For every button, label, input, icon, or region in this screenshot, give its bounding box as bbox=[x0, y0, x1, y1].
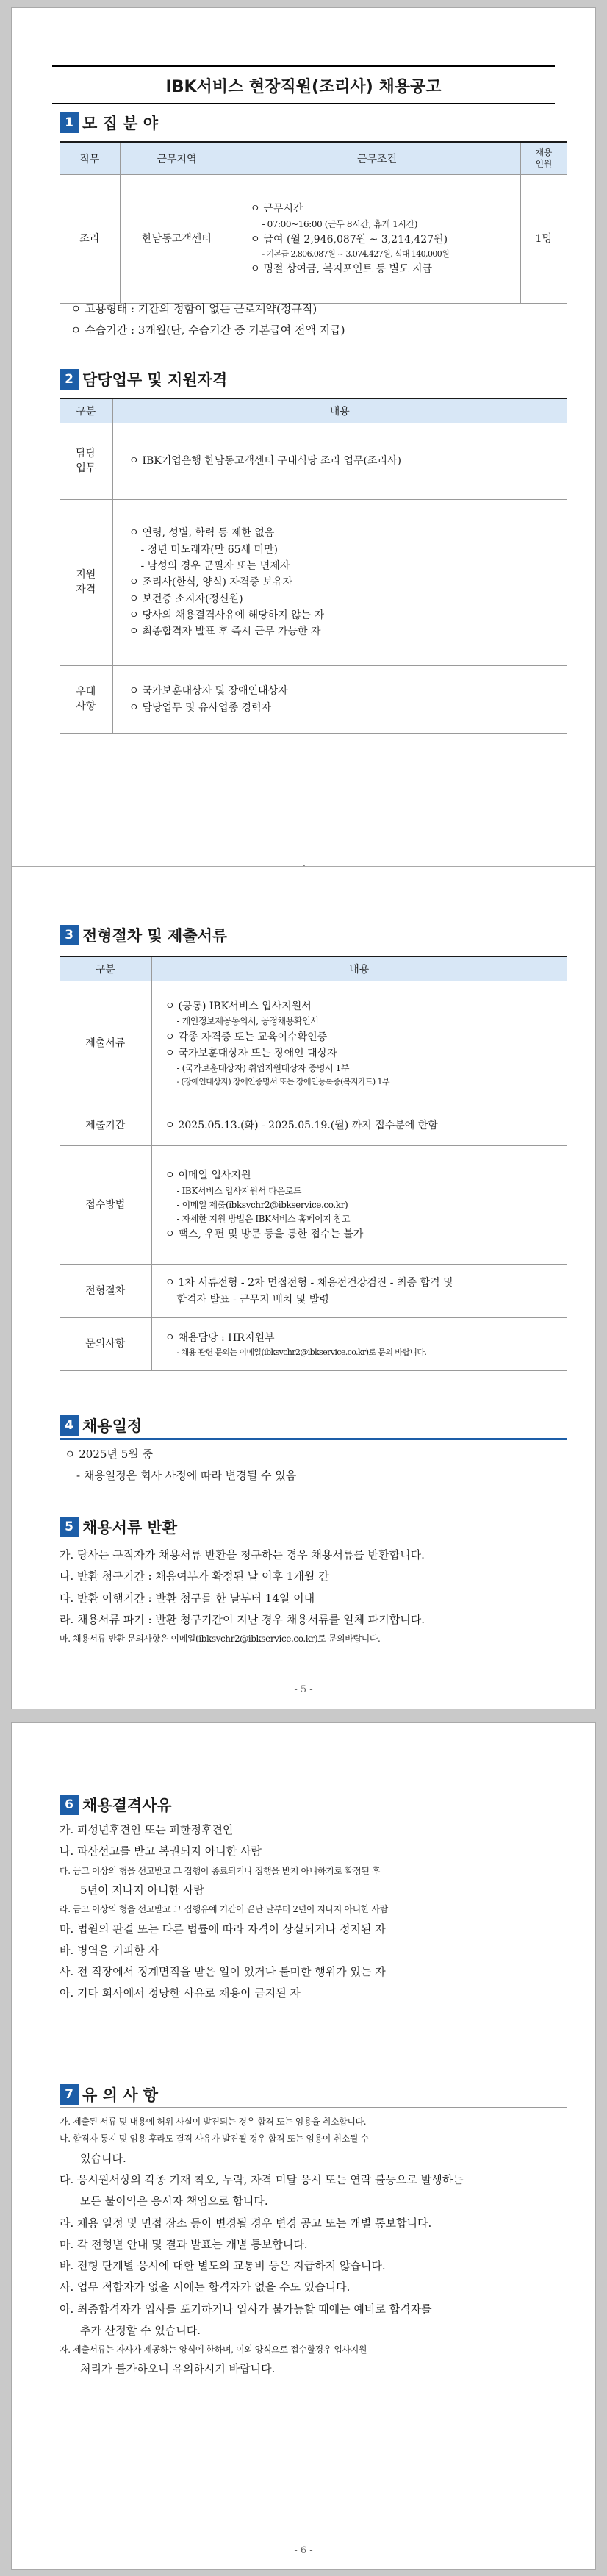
cell-method bbox=[151, 1146, 567, 1265]
disqual-item: 나. 파산선고를 받고 복권되지 아니한 사람 bbox=[60, 1845, 262, 1858]
section-title: 채용결격사유 bbox=[82, 1797, 172, 1814]
section-process-documents bbox=[60, 924, 227, 946]
doc-item: - 개인정보제공동의서, 공정채용확인서 bbox=[176, 1016, 319, 1027]
disqual-item: 다. 금고 이상의 형을 선고받고 그 집행이 종료되거나 집행을 받지 아니하기로 확정된 후 bbox=[60, 1865, 381, 1876]
caution-item: 라. 채용 일정 및 면접 장소 등이 변경될 경우 변경 공고 또는 개별 통보합니다. bbox=[60, 2216, 432, 2230]
header-count: 채용 인원 bbox=[520, 142, 567, 175]
qual-item: ㅇ 보건증 소지자(정신원) bbox=[129, 593, 243, 605]
caution-item: 처리가 불가하오니 유의하시기 바랍니다. bbox=[80, 2362, 276, 2376]
disqual-item: 바. 병역을 기피한 자 bbox=[60, 1943, 159, 1957]
label-period: 제출기간 bbox=[60, 1106, 151, 1146]
contact-email-line: - 채용 관련 문의는 이메일(ibksvchr2@ibkservice.co.kr)로 문의 바랍니다. bbox=[176, 1347, 427, 1357]
doc-item: ㅇ (공통) IBK서비스 입사지원서 bbox=[165, 1000, 312, 1012]
cell-duty: ㅇ IBK기업은행 한남동고객센터 구내식당 조리 업무(조리사) bbox=[112, 423, 567, 500]
method-item: - IBK서비스 입사지원서 다운로드 bbox=[176, 1185, 302, 1196]
cell-preference bbox=[112, 666, 567, 734]
return-item: 라. 채용서류 파기 : 반환 청구기간이 지난 경우 채용서류를 일체 파기합니다. bbox=[60, 1612, 425, 1626]
disqual-item: 라. 금고 이상의 형을 선고받고 그 집행유예 기간이 끝난 날부터 2년이 지나지 아니한 사람 bbox=[60, 1904, 388, 1915]
caution-list bbox=[60, 2114, 574, 2380]
label-method: 접수방법 bbox=[60, 1146, 151, 1265]
section-title: 전형절차 및 제출서류 bbox=[82, 927, 228, 945]
pref-item: ㅇ 국가보훈대상자 및 장애인대상자 bbox=[129, 685, 288, 698]
steps-line: 합격자 발표 - 근무지 배치 및 발령 bbox=[176, 1293, 329, 1306]
section-schedule bbox=[60, 1414, 142, 1437]
cell-location: 한남동고객센터 bbox=[120, 175, 234, 304]
disqual-item: 사. 전 직장에서 징계면직을 받은 일이 있거나 불미한 행위가 있는 자 bbox=[60, 1965, 386, 1979]
label-qualification: 지원 자격 bbox=[60, 500, 112, 666]
section-recruit-field bbox=[60, 112, 158, 134]
cell-steps bbox=[151, 1265, 567, 1318]
page-5 bbox=[11, 866, 596, 1709]
cond-benefits: ㅇ 명절 상여금, 복지포인트 등 별도 지급 bbox=[250, 262, 433, 275]
section-document-return bbox=[60, 1516, 177, 1538]
cell-conditions bbox=[234, 175, 520, 304]
return-item: 가. 당사는 구직자가 채용서류 반환을 청구하는 경우 채용서류를 반환합니다. bbox=[60, 1548, 425, 1561]
caution-item: 바. 전형 단계별 응시에 대한 별도의 교통비 등은 지급하지 않습니다. bbox=[60, 2259, 386, 2273]
disqual-item: 아. 기타 회사에서 정당한 사유로 채용이 금지된 자 bbox=[60, 1986, 301, 2000]
schedule-item: - 채용일정은 회사 사정에 따라 변경될 수 있음 bbox=[76, 1468, 297, 1482]
section-number: 1 bbox=[60, 112, 79, 133]
label-contact: 문의사항 bbox=[60, 1318, 151, 1371]
doc-item: ㅇ 국가보훈대상자 또는 장애인 대상자 bbox=[165, 1047, 337, 1059]
disqualification-list bbox=[60, 1820, 574, 2005]
doc-item: - (장애인대상자) 장애인증명서 또는 장애인등록증(복지카드) 1부 bbox=[176, 1077, 389, 1087]
caution-item: 아. 최종합격자가 입사를 포기하거나 입사가 불가능할 때에는 예비로 합격자를 bbox=[60, 2302, 432, 2316]
qual-item: - 남성의 경우 군필자 또는 면제자 bbox=[140, 559, 290, 572]
disqual-item: 5년이 지나지 아니한 사람 bbox=[80, 1883, 204, 1897]
label-documents: 제출서류 bbox=[60, 981, 151, 1106]
label-steps: 전형절차 bbox=[60, 1265, 151, 1318]
duty-table bbox=[60, 398, 567, 734]
header-category: 구분 bbox=[60, 956, 151, 981]
section-title: 채용일정 bbox=[82, 1417, 143, 1435]
caution-item: 있습니다. bbox=[80, 2151, 126, 2165]
section-title: 유 의 사 항 bbox=[82, 2086, 159, 2104]
schedule-item: ㅇ 2025년 5월 중 bbox=[65, 1448, 153, 1461]
cell-count: 1명 bbox=[520, 175, 567, 304]
header-job: 직무 bbox=[60, 142, 120, 175]
section-number: 7 bbox=[60, 2084, 79, 2105]
label-preference: 우대 사항 bbox=[60, 666, 112, 734]
method-item: - 이메일 제출(ibksvchr2@ibkservice.co.kr) bbox=[176, 1199, 348, 1210]
cond-salary-detail: - 기본급 2,806,087원 ~ 3,074,427원, 식대 140,000원 bbox=[262, 249, 450, 260]
recruit-table bbox=[60, 141, 567, 304]
section-divider bbox=[60, 2107, 567, 2108]
disqual-item: 마. 법원의 판결 또는 다른 법률에 따라 자격이 상실되거나 정지된 자 bbox=[60, 1922, 386, 1936]
page-4 bbox=[11, 7, 596, 882]
page-title: IBK서비스 현장직원(조리사) 채용공고 bbox=[52, 65, 555, 104]
disqual-item: 가. 피성년후견인 또는 피한정후견인 bbox=[60, 1823, 234, 1836]
cell-job: 조리 bbox=[60, 175, 120, 304]
return-list bbox=[60, 1545, 574, 1647]
cell-documents bbox=[151, 981, 567, 1106]
page-number: - 6 - bbox=[294, 2545, 313, 2556]
caution-item: 추가 산정할 수 있습니다. bbox=[80, 2323, 201, 2337]
pref-item: ㅇ 담당업무 및 유사업종 경력자 bbox=[129, 701, 272, 714]
section-number: 3 bbox=[60, 925, 79, 945]
header-content: 내용 bbox=[112, 398, 567, 423]
note-probation: ㅇ 수습기간 : 3개월(단, 수습기간 중 기본급여 전액 지급) bbox=[71, 323, 345, 337]
cond-hours-detail: - 07:00~16:00 (근무 8시간, 휴게 1시간) bbox=[262, 218, 418, 229]
section-title: 담당업무 및 지원자격 bbox=[82, 371, 228, 389]
doc-item: - (국가보훈대상자) 취업지원대상자 증명서 1부 bbox=[176, 1063, 350, 1074]
page-number: - 5 - bbox=[294, 1684, 313, 1695]
doc-item: ㅇ 각종 자격증 또는 교육이수확인증 bbox=[165, 1031, 328, 1043]
caution-item: 모든 불이익은 응시자 책임으로 합니다. bbox=[80, 2194, 268, 2208]
section-number: 6 bbox=[60, 1795, 79, 1815]
section-duty-qualification bbox=[60, 368, 227, 390]
qual-item: ㅇ 연령, 성별, 학력 등 제한 없음 bbox=[129, 527, 275, 540]
header-conditions: 근무조건 bbox=[234, 142, 520, 175]
section-title: 모 집 분 야 bbox=[82, 115, 159, 132]
return-item: 나. 반환 청구기간 : 채용여부가 확정된 날 이후 1개월 간 bbox=[60, 1570, 329, 1584]
caution-item: 다. 응시원서상의 각종 기재 착오, 누락, 자격 미달 응시 또는 연락 불능으로 발생하는 bbox=[60, 2173, 464, 2187]
header-content: 내용 bbox=[151, 956, 567, 981]
label-duty: 담당 업무 bbox=[60, 423, 112, 500]
qual-item: ㅇ 당사의 채용결격사유에 해당하지 않는 자 bbox=[129, 609, 325, 622]
process-table bbox=[60, 956, 567, 1371]
section-cautions bbox=[60, 2083, 158, 2105]
schedule-list bbox=[65, 1444, 296, 1486]
page-6 bbox=[11, 1722, 596, 2570]
return-item: 마. 채용서류 반환 문의사항은 이메일(ibksvchr2@ibkservice.co.kr)로 문의바랍니다. bbox=[60, 1634, 381, 1644]
qual-item: - 정년 미도래자(만 65세 미만) bbox=[140, 543, 279, 556]
method-item: ㅇ 이메일 입사지원 bbox=[165, 1170, 251, 1182]
caution-item: 사. 업무 적합자가 없을 시에는 합격자가 없을 수도 있습니다. bbox=[60, 2280, 351, 2294]
caution-item: 가. 제출된 서류 및 내용에 허위 사실이 발견되는 경우 합격 또는 임용을 취소합니다. bbox=[60, 2117, 367, 2127]
qual-item: ㅇ 최종합격자 발표 후 즉시 근무 가능한 자 bbox=[129, 626, 321, 638]
section-title: 채용서류 반환 bbox=[82, 1519, 178, 1536]
cell-period: ㅇ 2025.05.13.(화) - 2025.05.19.(월) 까지 접수분에 한함 bbox=[151, 1106, 567, 1146]
section-number: 4 bbox=[60, 1415, 79, 1436]
method-item: - 자세한 지원 방법은 IBK서비스 홈페이지 참고 bbox=[176, 1214, 351, 1225]
qual-item: ㅇ 조리사(한식, 양식) 자격증 보유자 bbox=[129, 576, 293, 589]
section-number: 2 bbox=[60, 369, 79, 390]
return-item: 다. 반환 이행기간 : 반환 청구를 한 날부터 14일 이내 bbox=[60, 1591, 315, 1605]
cond-salary: ㅇ 급여 (월 2,946,087원 ~ 3,214,427원) bbox=[250, 233, 448, 246]
header-category: 구분 bbox=[60, 398, 112, 423]
section-number: 5 bbox=[60, 1517, 79, 1537]
caution-item: 마. 각 전형별 안내 및 결과 발표는 개별 통보합니다. bbox=[60, 2237, 308, 2251]
cell-qualification bbox=[112, 500, 567, 666]
header-location: 근무지역 bbox=[120, 142, 234, 175]
section-disqualification bbox=[60, 1794, 172, 1816]
cond-hours: ㅇ 근무시간 bbox=[250, 203, 304, 215]
caution-item: 나. 합격자 통지 및 임용 후라도 결격 사유가 발견될 경우 합격 또는 임용이 취소될 수 bbox=[60, 2133, 369, 2144]
cell-contact bbox=[151, 1318, 567, 1371]
employment-notes bbox=[71, 298, 345, 340]
contact-line: ㅇ 채용담당 : HR지원부 bbox=[165, 1331, 275, 1344]
method-item: ㅇ 팩스, 우편 및 방문 등을 통한 접수는 불가 bbox=[165, 1228, 364, 1241]
section-divider bbox=[60, 1438, 567, 1440]
note-employment-type: ㅇ 고용형태 : 기간의 정함이 없는 근로계약(정규직) bbox=[71, 302, 317, 315]
caution-item: 자. 제출서류는 자사가 제공하는 양식에 한하며, 이외 양식으로 접수할경우 입사지원 bbox=[60, 2344, 367, 2355]
steps-line: ㅇ 1차 서류전형 - 2차 면접전형 - 채용전건강검진 - 최종 합격 및 bbox=[165, 1277, 453, 1289]
